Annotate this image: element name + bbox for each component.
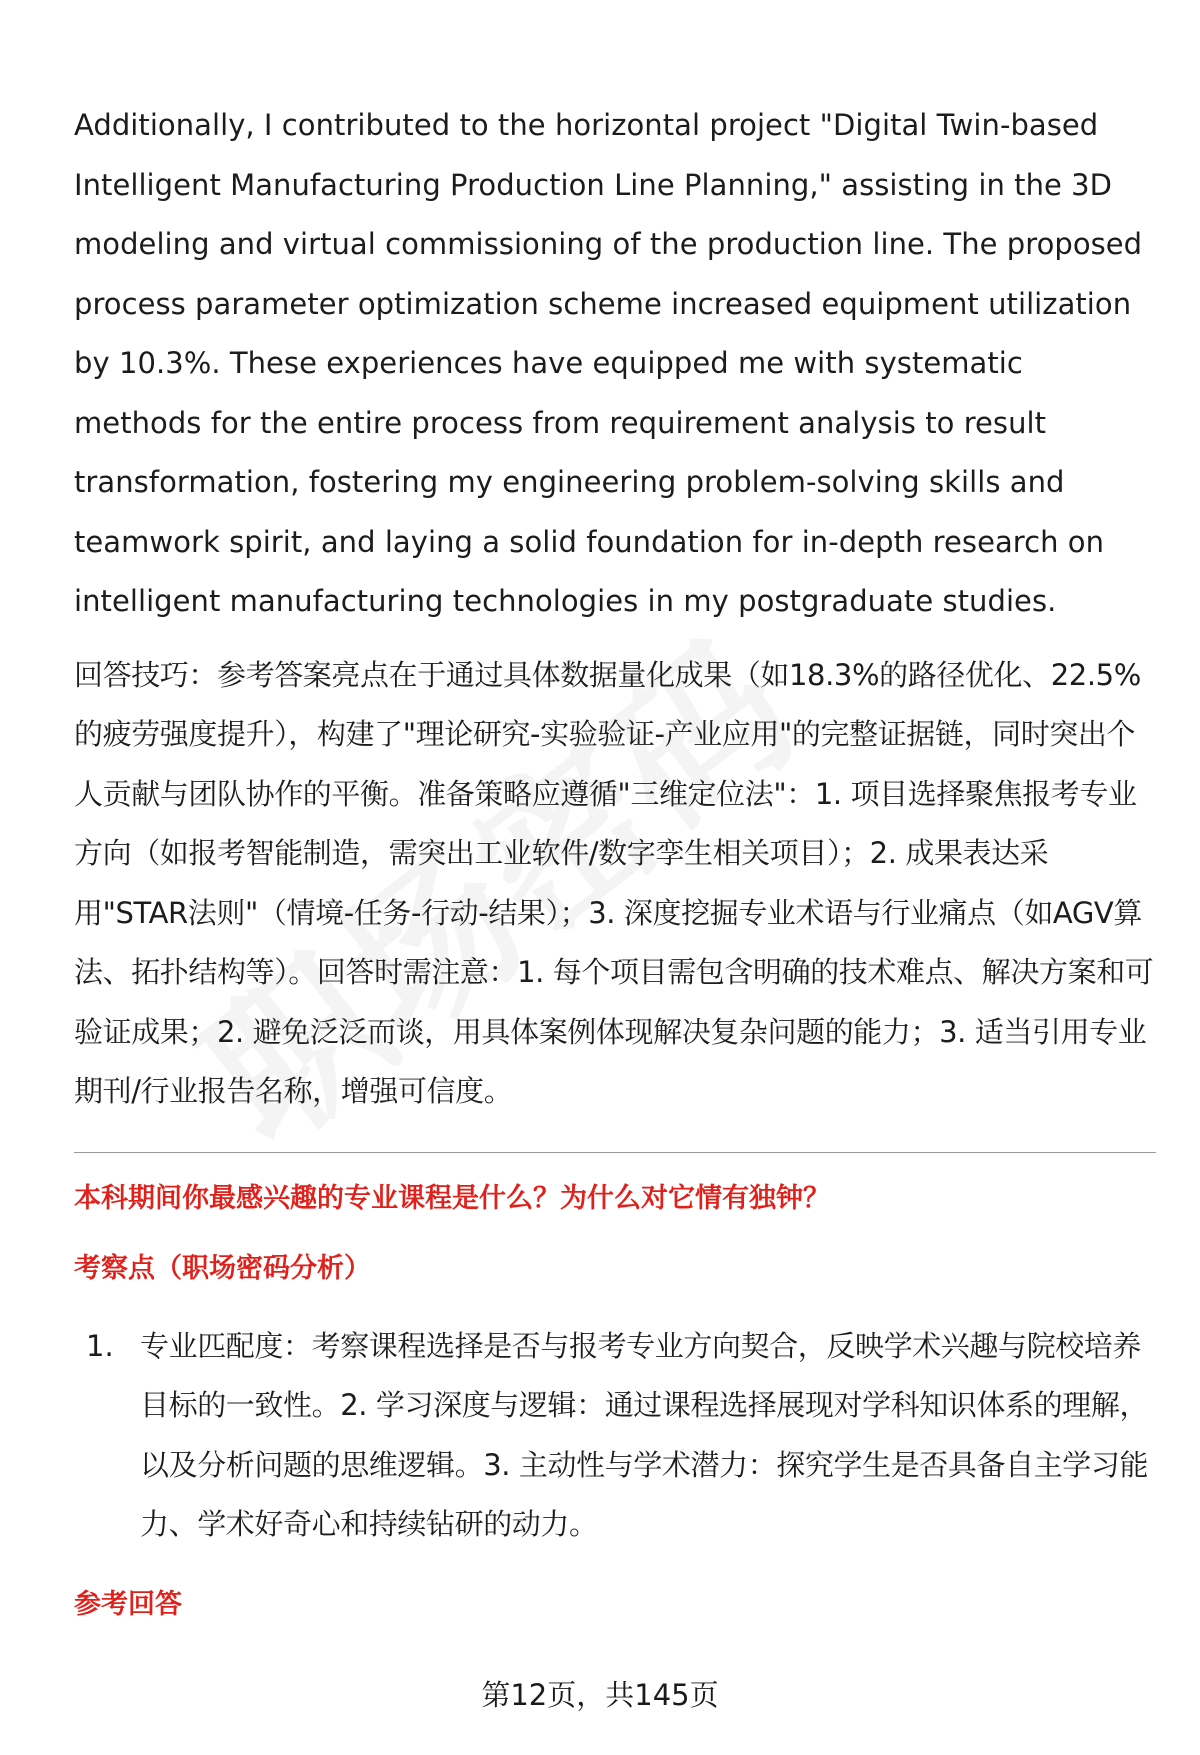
list-item-text: 专业匹配度：考察课程选择是否与报考专业方向契合，反映学术兴趣与院校培养目标的一致性。2. 学习深度与逻辑：通过课程选择展现对学科知识体系的理解，以及分析问题的思维逻辑。3. 主动性与学术潜力：探究学生是否具备自主学习能力、学术好奇心和持续钻研的动力。 <box>140 1328 1149 1541</box>
reference-answer-title: 参考回答 <box>74 1588 182 1620</box>
answer-paragraph-en: Additionally, I contributed to the horizontal project "Digital Twin-based Intelligent Manufacturing Production Line Planning," assisting in the 3D modeling and virtual commissioning of the production line. The proposed process parameter optimization scheme increased equipment utilization by 10.3%. These experiences have equipped me with systematic methods for the entire process from requirement analysis to result transformation, fostering my engineering problem-solving skills and teamwork spirit, and laying a solid foundation for in-depth research on intelligent manufacturing technologies in my postgraduate studies. <box>74 108 1143 618</box>
list-item <box>74 1317 1156 1555</box>
list-item-number: 1. <box>86 1328 114 1363</box>
focus-list <box>74 1317 1156 1555</box>
question-title: 本科期间你最感兴趣的专业课程是什么？为什么对它情有独钟？ <box>74 1182 830 1214</box>
document-page <box>74 96 1156 1625</box>
focus-section-title: 考察点（职场密码分析） <box>74 1252 371 1284</box>
section-divider <box>74 1152 1156 1153</box>
answer-tips-paragraph: 回答技巧：参考答案亮点在于通过具体数据量化成果（如18.3%的路径优化、22.5%的疲劳强度提升），构建了"理论研究-实验验证-产业应用"的完整证据链，同时突出个人贡献与团队协作的平衡。准备策略应遵循"三维定位法"：1. 项目选择聚焦报考专业方向（如报考智能制造，需突出工业软件/数字孪生相关项目）；2. 成果表达采用"STAR法则"（情境-任务-行动-结果）；3. 深度挖掘专业术语与行业痛点（如AGV算法、拓扑结构等）。回答时需注意：1. 每个项目需包含明确的技术难点、解决方案和可验证成果；2. 避免泛泛而谈，用具体案例体现解决复杂问题的能力；3. 适当引用专业期刊/行业报告名称，增强可信度。 <box>74 657 1154 1108</box>
page-number-footer: 第12页，共145页 <box>481 1678 719 1712</box>
